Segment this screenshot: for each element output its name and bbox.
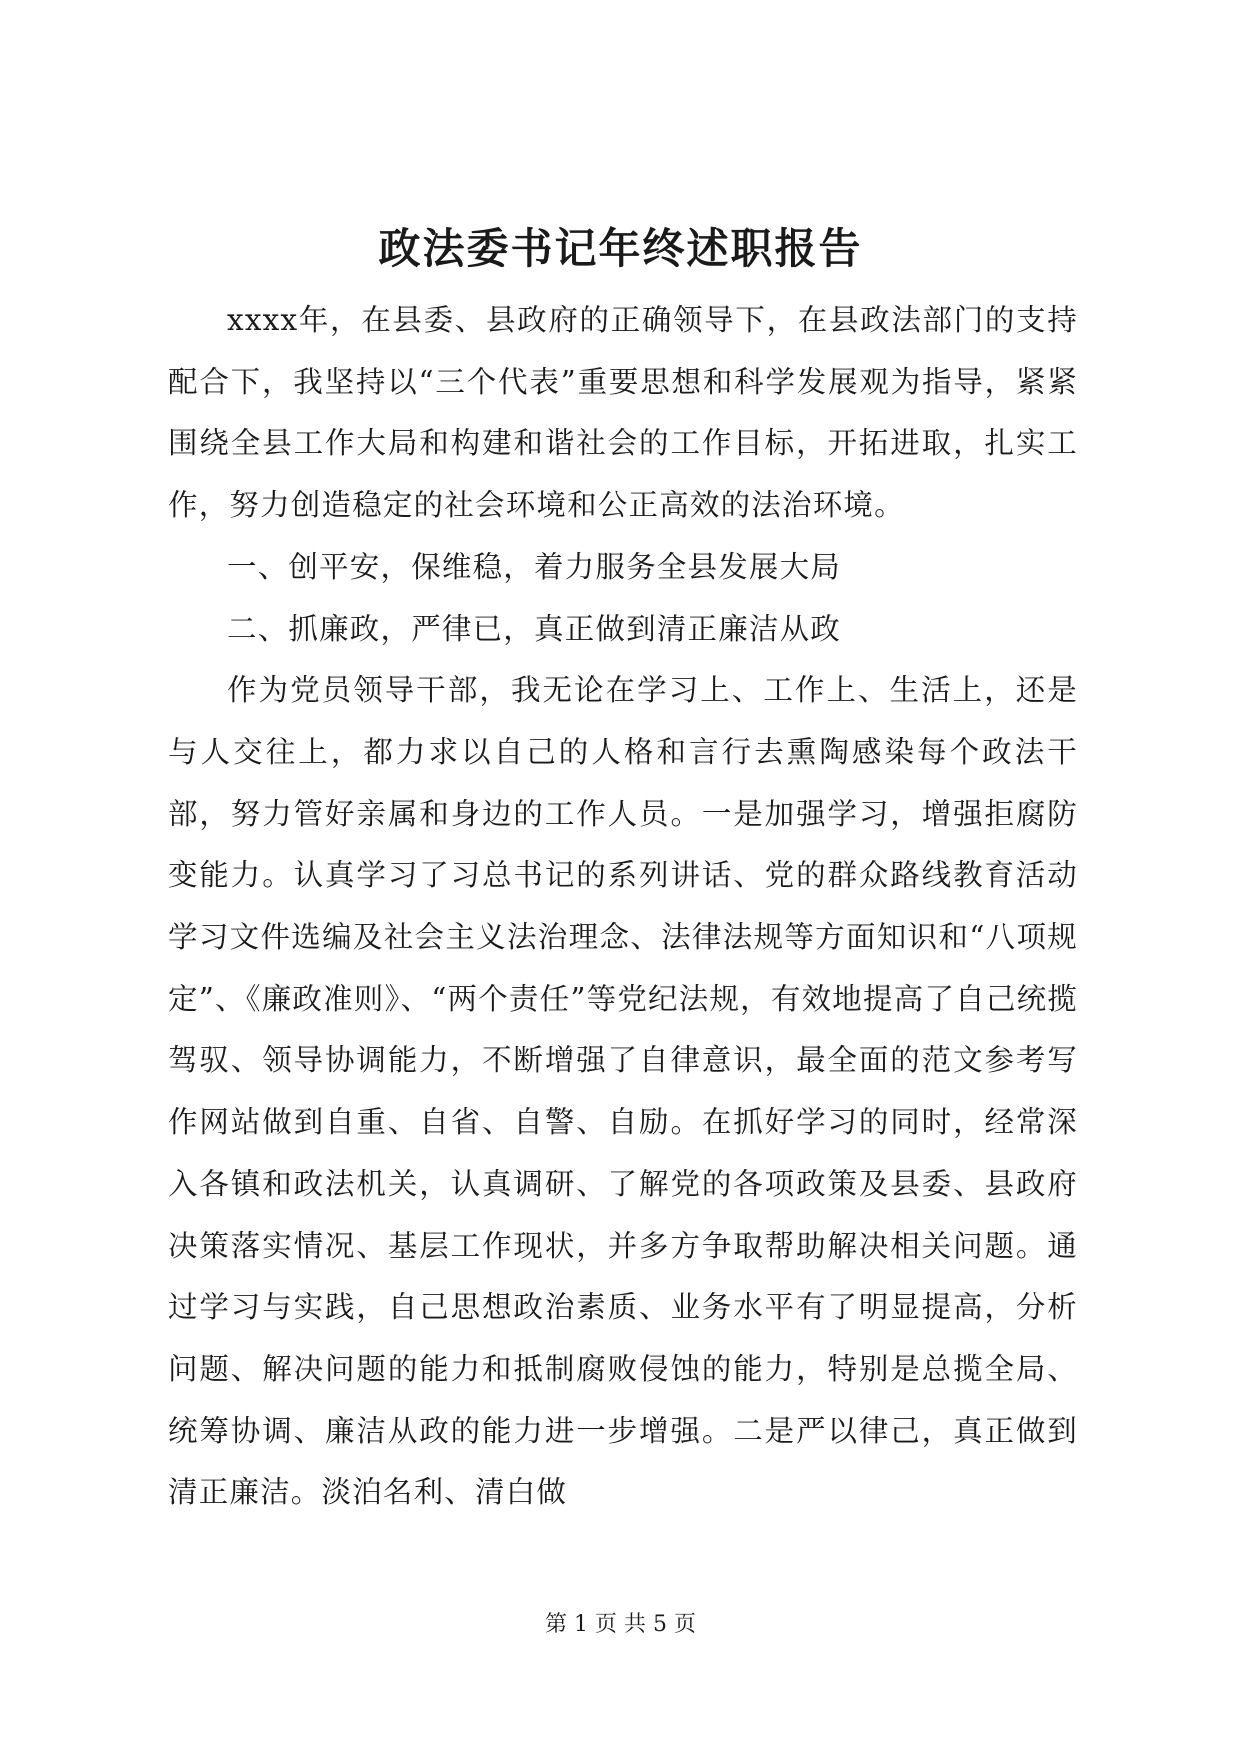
document-title: 政法委书记年终述职报告	[378, 224, 863, 273]
page-footer: 第 1 页 共 5 页	[545, 1612, 696, 1637]
section-heading-1: 一、创平安，保维稳，着力服务全县发展大局	[227, 549, 842, 584]
body-paragraph: 作为党员领导干部，我无论在学习上、工作上、生活上，还是与人交往上，都力求以自己的人格和言行去熏陶感染每个政法干部，努力管好亲属和身边的工作人员。一是加强学习，增强拒腐防变能力。认真学习了习总书记的系列讲话、党的群众路线教育活动学习文件选编及社会主义法治理念、法律法规等方面知识和“八项规定”、《廉政准则》、“两个责任”等党纪法规，有效地提高了自己统揽驾驭、领导协调能力，不断增强了自律意识，最全面的范文参考写作网站做到自重、自省、自警、自励。在抓好学习的同时，经常深入各镇和政法机关，认真调研、了解党的各项政策及县委、县政府决策落实情况、基层工作现状，并多方争取帮助解决相关问题。通过学习与实践，自己思想政治素质、业务水平有了明显提高，分析问题、解决问题的能力和抵制腐败侵蚀的能力，特别是总揽全局、统筹协调、廉洁从政的能力进一步增强。二是严以律己，真正做到清正廉洁。淡泊名利、清白做	[168, 673, 1078, 1510]
document-body	[168, 290, 1078, 1524]
intro-paragraph: xxxx年，在县委、县政府的正确领导下，在县政法部门的支持配合下，我坚持以“三个代表”重要思想和科学发展观为指导，紧紧围绕全县工作大局和构建和谐社会的工作目标，开拓进取，扎实工作，努力创造稳定的社会环境和公正高效的法治环境。	[168, 303, 1078, 523]
section-heading-2: 二、抓廉政，严律已，真正做到清正廉洁从政	[227, 611, 842, 646]
